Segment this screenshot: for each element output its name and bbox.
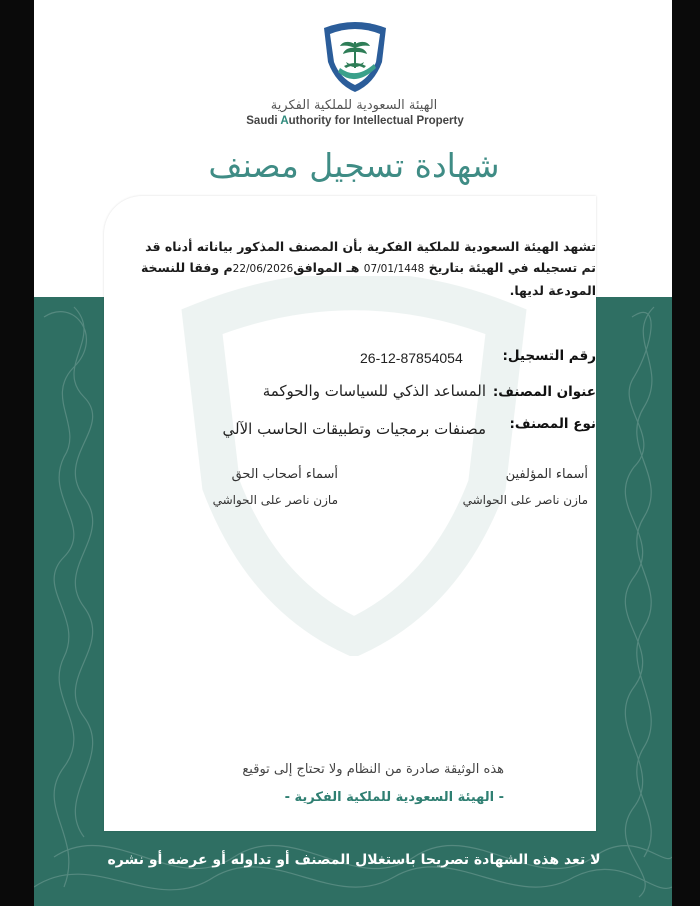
intro-line-3: المودعة لديها. [509,283,596,298]
work-type-label: نوع المصنف: [509,416,596,432]
gregorian-date: 22/06/2026 [232,263,294,275]
logo-arabic-name: الهيئة السعودية للملكية الفكرية [270,98,438,113]
hijri-date: 07/01/1448 [363,263,425,275]
issuing-authority: - الهيئة السعودية للملكية الفكرية - [284,790,504,805]
intro-line-1: تشهد الهيئة السعودية للملكية الفكرية بأن المصنف المذكور بياناته أدناه قد [145,239,596,254]
rights-owners-heading: أسماء أصحاب الحق [231,467,338,482]
work-type-value: مصنفات برمجيات وتطبيقات الحاسب الآلي [222,420,486,438]
registration-number-value: 26-12-87854054 [360,350,463,366]
rights-owners-value: مازن ناصر على الحواشي [212,493,338,507]
certificate-page [34,0,672,906]
intro-line-2 [110,257,596,280]
intro-text [110,236,596,301]
logo-en-rest: uthority for Intellectual Property [288,115,464,127]
no-signature-note: هذه الوثيقة صادرة من النظام ولا تحتاج إلى توقيع [242,762,504,777]
work-title-label: عنوان المصنف: [492,384,596,400]
logo-english-name [230,115,480,127]
disclaimer-text: لا تعد هذه الشهادة تصريحا باستغلال المصنف أو تداوله أو عرضه أو نشره [107,852,601,868]
registration-number-label: رقم التسجيل: [502,348,596,364]
authors-value: مازن ناصر على الحواشي [462,493,588,507]
intro-line-2-c: م وفقا للنسخة [140,260,233,275]
intro-line-2-a: تم تسجيله في الهيئة بتاريخ [424,260,596,275]
logo-en-prefix: Saudi [246,115,281,127]
saip-logo-icon [316,18,394,96]
certificate-title: شهادة تسجيل مصنف [208,146,500,185]
logo-en-accent: A [280,115,289,127]
authors-heading: أسماء المؤلفين [505,467,588,482]
work-title-value: المساعد الذكي للسياسات والحوكمة [262,382,486,400]
watermark-logo-icon [164,276,544,656]
intro-line-2-b: هـ الموافق [293,260,364,275]
left-border [0,0,34,906]
right-border [672,0,700,906]
